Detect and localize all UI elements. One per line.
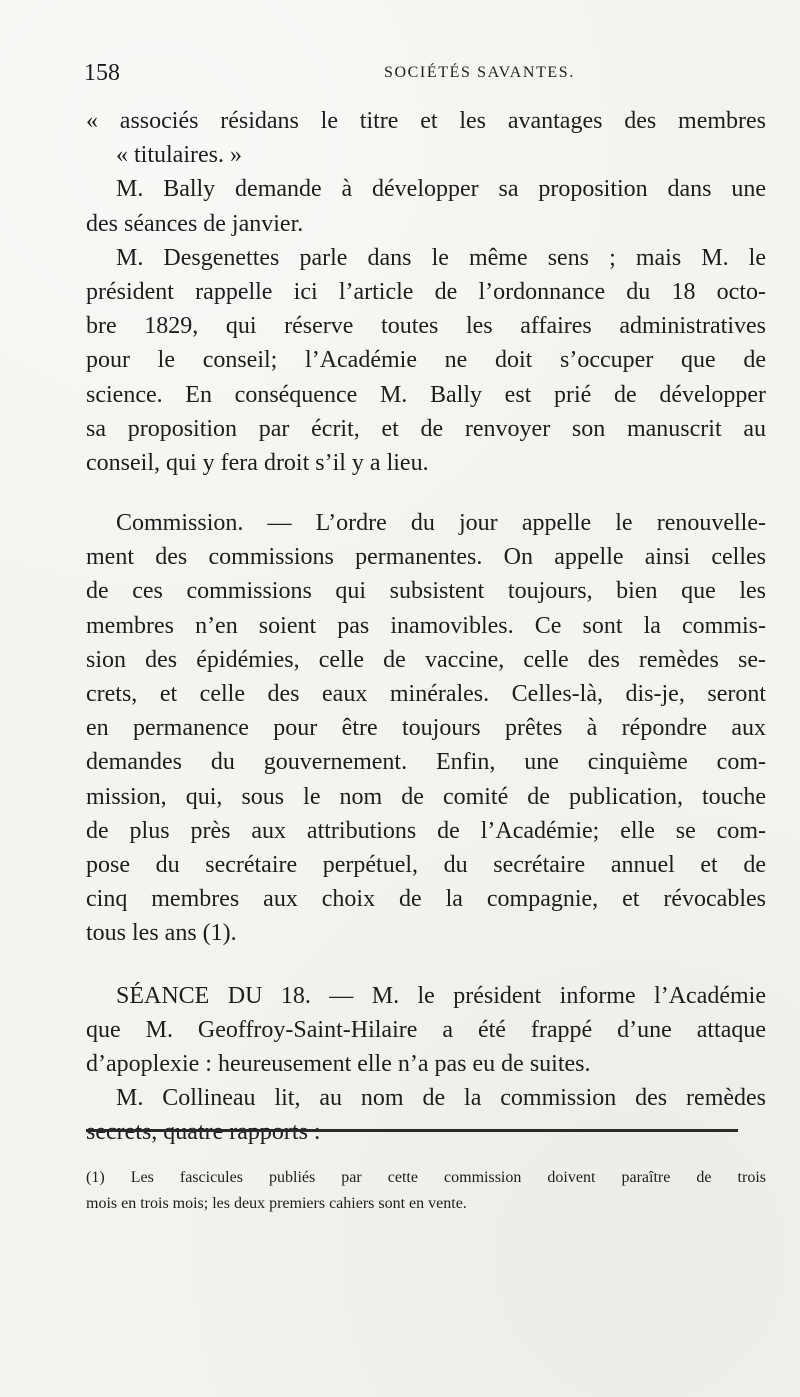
text-line-16: sion des épidémies, celle de vaccine, celle des remèdes se-	[86, 646, 766, 673]
text-line-24: tous les ans (1).	[86, 920, 237, 947]
text-line-15: membres n’en soient pas inamovibles. Ce sont la commis-	[86, 612, 766, 639]
text-line-26: que M. Geoffroy-Saint-Hilaire a été frappé d’une attaque	[86, 1016, 766, 1043]
text-line-9: science. En conséquence M. Bally est prié de développer	[86, 381, 766, 408]
section-gap	[86, 951, 766, 979]
running-head: SOCIÉTÉS SAVANTES.	[384, 64, 575, 81]
text-line-4: des séances de janvier.	[86, 210, 304, 237]
footnote	[86, 1165, 766, 1217]
text-line-29: secrets, quatre rapports :	[86, 1119, 321, 1146]
text-line-10: sa proposition par écrit, et de renvoyer son manuscrit au	[86, 415, 766, 442]
text-line-5: M. Desgenettes parle dans le même sens ; mais M. le	[116, 244, 766, 271]
main-text	[86, 104, 766, 1149]
text-line-2: « titulaires. »	[116, 142, 242, 169]
paragraph-gap	[86, 480, 766, 506]
footnote-line-1: (1) Les fascicules publiés par cette commission doivent paraître de trois	[86, 1169, 766, 1186]
text-line-27: d’apoplexie : heureusement elle n’a pas eu de suites.	[86, 1050, 591, 1077]
text-line-7: bre 1829, qui réserve toutes les affaires administratives	[86, 313, 766, 340]
footnote-line-2: mois en trois mois; les deux premiers cahiers sont en vente.	[86, 1195, 467, 1212]
text-line-13: ment des commissions permanentes. On appelle ainsi celles	[86, 544, 766, 571]
text-line-28: M. Collineau lit, au nom de la commission des remèdes	[116, 1085, 766, 1112]
text-line-18: en permanence pour être toujours prêtes à répondre aux	[86, 715, 766, 742]
text-line-12: Commission. — L’ordre du jour appelle le renouvelle-	[116, 510, 766, 537]
text-line-14: de ces commissions qui subsistent toujours, bien que les	[86, 578, 766, 605]
text-line-8: pour le conseil; l’Académie ne doit s’occuper que de	[86, 347, 766, 374]
text-line-17: crets, et celle des eaux minérales. Celles-là, dis-je, seront	[86, 681, 766, 707]
text-line-3: M. Bally demande à développer sa proposition dans une	[116, 176, 766, 203]
text-line-11: conseil, qui y fera droit s’il y a lieu.	[86, 449, 429, 476]
text-line-1: « associés résidans le titre et les avantages des membres	[86, 108, 766, 134]
footnote-separator	[86, 1129, 738, 1132]
text-line-25: SÉANCE DU 18. — M. le président informe l’Académie	[116, 982, 766, 1009]
text-line-6: président rappelle ici l’article de l’ordonnance du 18 octo-	[86, 278, 766, 305]
text-line-19: demandes du gouvernement. Enfin, une cinquième com-	[86, 749, 766, 776]
text-line-20: mission, qui, sous le nom de comité de publication, touche	[86, 783, 766, 810]
page-number: 158	[84, 60, 120, 86]
text-line-22: pose du secrétaire perpétuel, du secrétaire annuel et de	[86, 851, 766, 878]
text-line-23: cinq membres aux choix de la compagnie, et révocables	[86, 886, 766, 913]
page-header	[84, 58, 764, 90]
text-line-21: de plus près aux attributions de l’Académie; elle se com-	[86, 817, 766, 844]
